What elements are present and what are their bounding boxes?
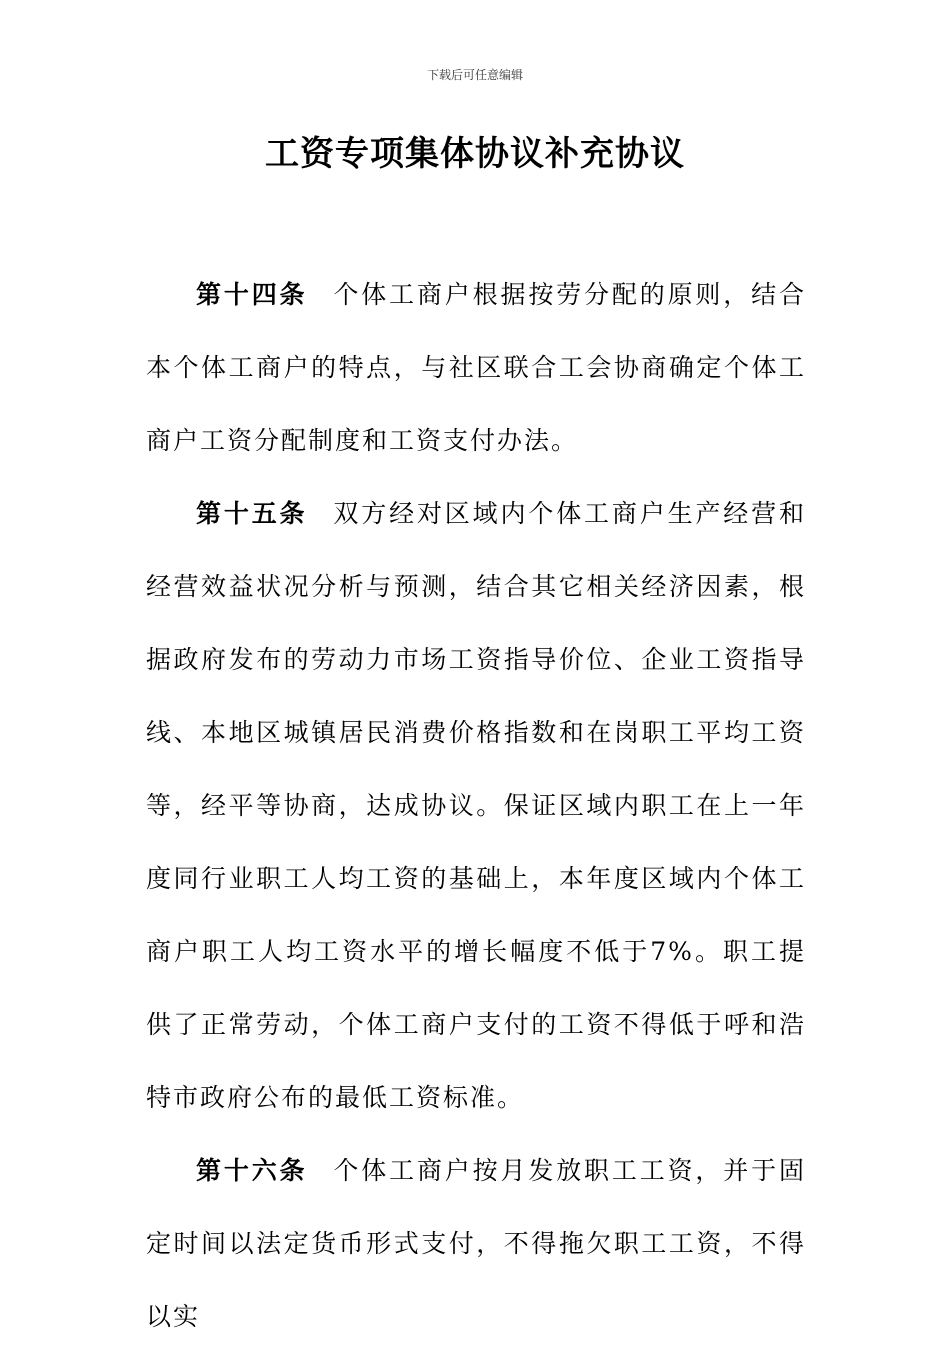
article-number: 第十五条 [196,499,308,528]
article-14 [146,258,806,477]
article-text: 个体工商户根据按劳分配的原则，结合本个体工商户的特点，与社区联合工会协商确定个体工商户工资分配制度和工资支付办法。 [146,280,806,455]
article-text: 双方经对区域内个体工商户生产经营和经营效益状况分析与预测，结合其它相关经济因素，根据政府发布的劳动力市场工资指导价位、企业工资指导线、本地区城镇居民消费价格指数和在岗职工平均工资等，经平等协商，达成协议。保证区域内职工在上一年度同行业职工人均工资的基础上，本年度区域内个体工商户职工人均工资水平的增长幅度不低于7%。职工提供了正常劳动，个体工商户支付的工资不得低于呼和浩特市政府公布的最低工资标准。 [146,499,806,1112]
article-number: 第十六条 [196,1156,308,1185]
article-16 [146,1134,806,1353]
article-text: 个体工商户按月发放职工工资，并于固定时间以法定货币形式支付，不得拖欠职工工资，不得以实 [146,1156,806,1331]
document-body [146,258,806,1353]
header-note: 下载后可任意编辑 [426,68,523,82]
article-number: 第十四条 [196,280,308,309]
document-title: 工资专项集体协议补充协议 [265,134,685,174]
article-15 [146,477,806,1134]
